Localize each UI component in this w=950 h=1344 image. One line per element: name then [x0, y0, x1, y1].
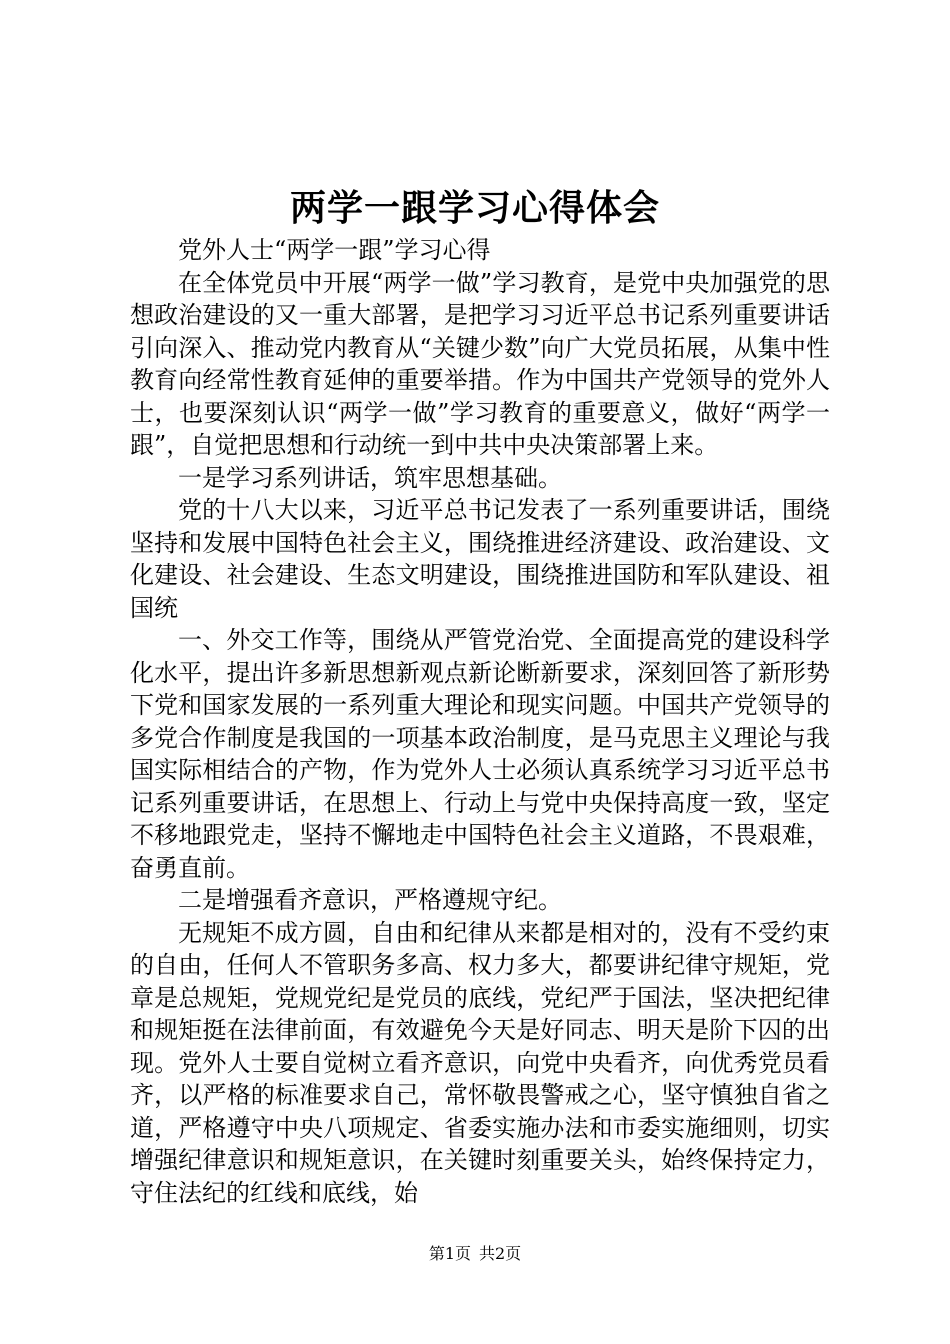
page-footer [0, 1243, 950, 1265]
body-paragraph: 无规矩不成方圆，自由和纪律从来都是相对的，没有不受约束的自由，任何人不管职务多高、权力多大，都要讲纪律守规矩，党章是总规矩，党规党纪是党员的底线，党纪严于国法，坚决把纪律和规矩挺在法律前面，有效避免今天是好同志、明天是阶下囚的出现。党外人士要自觉树立看齐意识，向党中央看齐，向优秀党员看齐，以严格的标准要求自己，常怀敬畏警戒之心，坚守慎独自省之道，严格遵守中央八项规定、省委实施办法和市委实施细则，切实增强纪律意识和规矩意识，在关键时刻重要关头，始终保持定力，守住法纪的红线和底线，始 [130, 918, 830, 1207]
section-heading: 二是增强看齐意识，严格遵规守纪。 [178, 886, 562, 914]
body-paragraph: 党的十八大以来，习近平总书记发表了一系列重要讲话，围绕坚持和发展中国特色社会主义，围绕推进经济建设、政治建设、文化建设、社会建设、生态文明建设，围绕推进国防和军队建设、祖国统 [130, 496, 830, 622]
page-number: 第1页 [428, 1244, 471, 1263]
document-title: 两学一跟学习心得体会 [289, 187, 660, 229]
section-heading: 一是学习系列讲话，筑牢思想基础。 [178, 463, 562, 492]
body-paragraph: 一、外交工作等，围绕从严管党治党、全面提高党的建设科学化水平，提出许多新思想新观点新论断新要求，深刻回答了新形势下党和国家发展的一系列重大理论和现实问题。中国共产党领导的多党合作制度是我国的一项基本政治制度，是马克思主义理论与我国实际相结合的产物，作为党外人士必须认真系统学习习近平总书记系列重要讲话，在思想上、行动上与党中央保持高度一致，坚定不移地跟党走，坚持不懈地走中国特色社会主义道路，不畏艰难，奋勇直前。 [130, 626, 830, 882]
body-paragraph: 在全体党员中开展“两学一做”学习教育，是党中央加强党的思想政治建设的又一重大部署，是把学习习近平总书记系列重要讲话引向深入、推动党内教育从“关键少数”向广大党员拓展，从集中性教育向经常性教育延伸的重要举措。作为中国共产党领导的党外人士，也要深刻认识“两学一做”学习教育的重要意义，做好“两学一跟”，自觉把思想和行动统一到中共中央决策部署上来。 [130, 268, 830, 459]
page-total: 共2页 [479, 1244, 522, 1263]
subtitle-paragraph: 党外人士“两学一跟”学习心得 [178, 236, 491, 264]
document-body [130, 234, 830, 1209]
